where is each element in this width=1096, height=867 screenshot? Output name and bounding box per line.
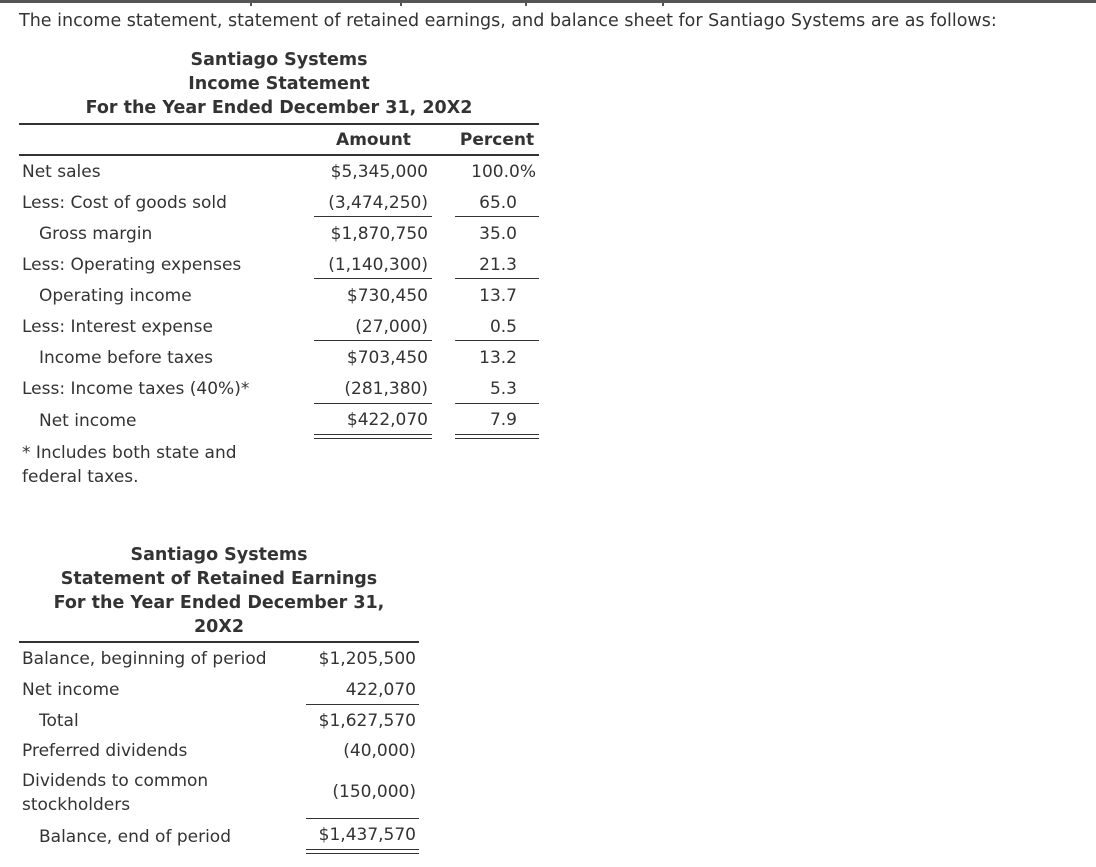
subtotal-rule xyxy=(455,216,539,217)
re-period: For the Year Ended December 31, xyxy=(53,593,385,613)
row-amount: $1,627,570 xyxy=(318,711,416,731)
re-top-rule xyxy=(19,641,419,643)
subtotal-rule xyxy=(455,340,539,341)
row-percent: 65.0 xyxy=(479,193,517,213)
re-company: Santiago Systems xyxy=(130,545,308,565)
footnote: * Includes both state and xyxy=(22,443,237,463)
row-label: stockholders xyxy=(22,795,131,815)
row-label: Less: Cost of goods sold xyxy=(22,193,227,213)
row-label: Income before taxes xyxy=(39,348,214,368)
row-label: Gross margin xyxy=(39,224,153,244)
row-label: Dividends to common xyxy=(22,771,209,791)
subtotal-rule xyxy=(314,278,432,279)
subtotal-rule xyxy=(314,403,432,404)
row-percent: 13.2 xyxy=(479,348,517,368)
row-label: Net sales xyxy=(22,162,101,182)
row-label: Operating income xyxy=(39,286,192,306)
row-amount: $1,870,750 xyxy=(330,224,428,244)
row-label: Preferred dividends xyxy=(22,741,188,761)
subtotal-rule xyxy=(314,216,432,217)
top-border xyxy=(0,0,1096,3)
row-amount: (281,380) xyxy=(344,379,428,399)
row-percent: 35.0 xyxy=(479,224,517,244)
row-label: Less: Operating expenses xyxy=(22,255,242,275)
intro-text: The income statement, statement of retained earnings, and balance sheet for Santiago Systems are as follows: xyxy=(19,11,997,31)
row-label: Balance, end of period xyxy=(39,827,231,847)
subtotal-rule xyxy=(306,704,419,705)
row-amount: $1,205,500 xyxy=(318,649,416,669)
re-title: Statement of Retained Earnings xyxy=(60,569,378,589)
is-company: Santiago Systems xyxy=(190,50,368,70)
row-amount: $730,450 xyxy=(346,286,428,306)
row-percent: 100.0% xyxy=(471,162,536,182)
is-col-percent: Percent xyxy=(459,130,535,150)
subtotal-rule xyxy=(455,278,539,279)
subtotal-rule xyxy=(455,403,539,404)
row-amount: (40,000) xyxy=(343,741,416,761)
re-period-year: 20X2 xyxy=(193,617,245,637)
is-header-rule xyxy=(19,154,539,156)
row-amount: $5,345,000 xyxy=(330,162,428,182)
row-percent: 13.7 xyxy=(479,286,517,306)
row-amount: $422,070 xyxy=(346,410,428,430)
row-percent: 0.5 xyxy=(489,317,517,337)
subtotal-rule xyxy=(306,818,419,819)
is-period: For the Year Ended December 31, 20X2 xyxy=(85,98,473,118)
is-title: Income Statement xyxy=(188,74,370,94)
total-double-rule xyxy=(306,849,419,854)
row-label: Total xyxy=(39,711,79,731)
footnote: federal taxes. xyxy=(22,467,139,487)
is-top-rule xyxy=(19,123,539,125)
row-amount: (1,140,300) xyxy=(328,255,428,275)
row-label: Less: Income taxes (40%)* xyxy=(22,379,250,399)
row-amount: (150,000) xyxy=(332,782,416,802)
subtotal-rule xyxy=(314,340,432,341)
total-double-rule xyxy=(455,434,539,439)
row-amount: (27,000) xyxy=(355,317,428,337)
row-percent: 5.3 xyxy=(489,379,517,399)
total-double-rule xyxy=(314,434,432,439)
row-amount: $1,437,570 xyxy=(318,825,416,845)
row-amount: $703,450 xyxy=(346,348,428,368)
row-label: Less: Interest expense xyxy=(22,317,213,337)
row-amount: (3,474,250) xyxy=(328,193,428,213)
row-percent: 7.9 xyxy=(489,410,517,430)
row-label: Net income xyxy=(39,411,137,431)
row-label: Net income xyxy=(22,680,120,700)
is-col-amount: Amount xyxy=(336,130,411,150)
row-amount: 422,070 xyxy=(345,680,416,700)
row-label: Balance, beginning of period xyxy=(22,649,267,669)
row-percent: 21.3 xyxy=(479,255,517,275)
